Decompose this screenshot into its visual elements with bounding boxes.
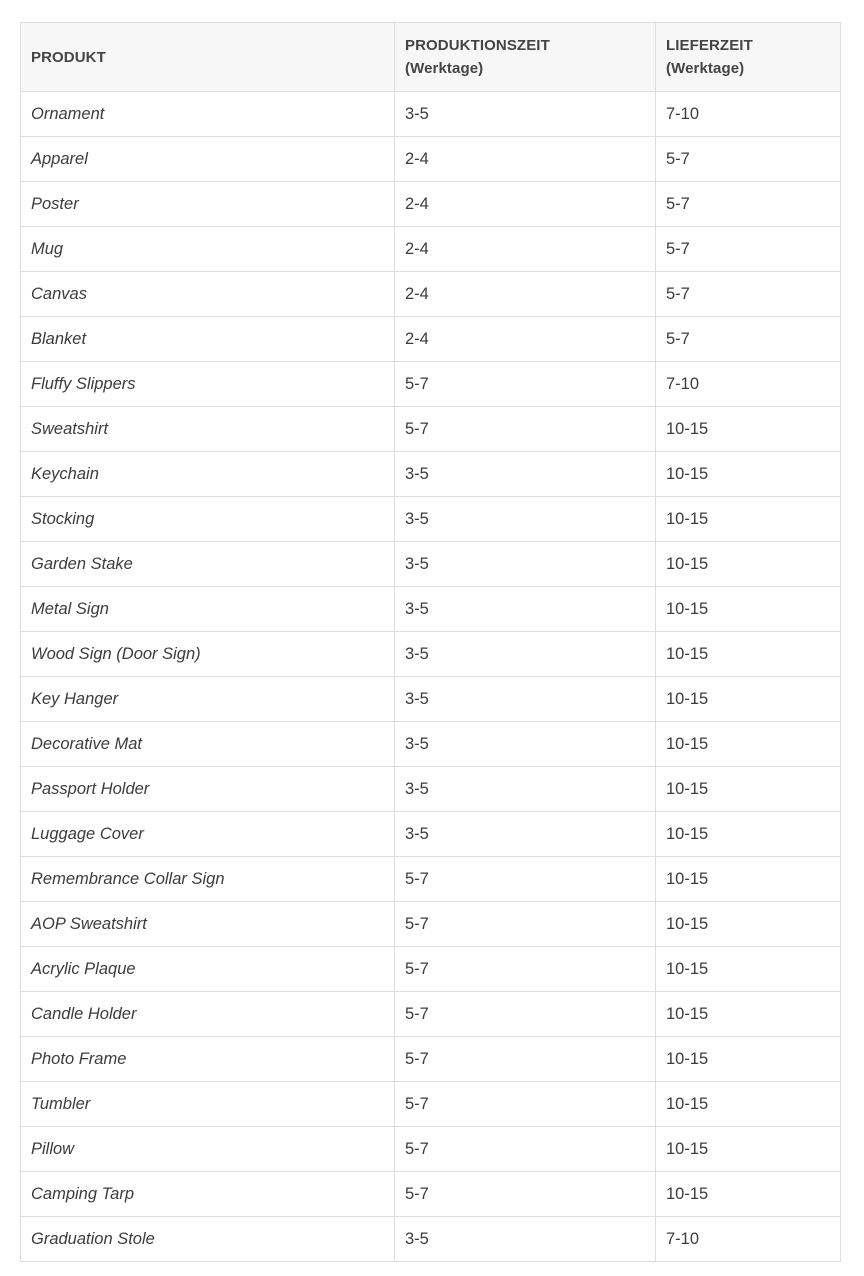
table-row [21, 1172, 841, 1217]
table-row [21, 1082, 841, 1127]
delivery-time-cell: 10-15 [656, 992, 841, 1037]
production-time-cell: 2-4 [395, 137, 656, 182]
header-delivery-unit: (Werktage) [666, 60, 745, 77]
header-production-label: PRODUKTIONSZEIT [405, 37, 550, 54]
delivery-time-cell: 10-15 [656, 587, 841, 632]
production-time-cell: 3-5 [395, 812, 656, 857]
production-time-cell: 5-7 [395, 992, 656, 1037]
delivery-time-cell: 10-15 [656, 812, 841, 857]
delivery-time-cell: 10-15 [656, 1082, 841, 1127]
production-time-cell: 2-4 [395, 272, 656, 317]
delivery-time-cell: 10-15 [656, 1172, 841, 1217]
delivery-time-cell: 7-10 [656, 362, 841, 407]
table-row [21, 857, 841, 902]
product-cell: Pillow [21, 1127, 395, 1172]
table-row [21, 632, 841, 677]
delivery-time-cell: 10-15 [656, 542, 841, 587]
delivery-time-cell: 10-15 [656, 1037, 841, 1082]
table-row [21, 497, 841, 542]
delivery-time-cell: 10-15 [656, 407, 841, 452]
production-time-cell: 3-5 [395, 632, 656, 677]
product-cell: Stocking [21, 497, 395, 542]
table-row [21, 542, 841, 587]
table-row [21, 767, 841, 812]
delivery-time-cell: 10-15 [656, 632, 841, 677]
product-cell: Graduation Stole [21, 1217, 395, 1262]
product-cell: Camping Tarp [21, 1172, 395, 1217]
production-time-cell: 5-7 [395, 407, 656, 452]
delivery-time-cell: 7-10 [656, 1217, 841, 1262]
table-body [21, 92, 841, 1262]
table-row [21, 1037, 841, 1082]
production-time-cell: 3-5 [395, 767, 656, 812]
product-cell: Fluffy Slippers [21, 362, 395, 407]
production-time-cell: 2-4 [395, 182, 656, 227]
table-row [21, 182, 841, 227]
table-row [21, 677, 841, 722]
header-row [21, 23, 841, 92]
product-cell: Candle Holder [21, 992, 395, 1037]
production-time-cell: 5-7 [395, 1127, 656, 1172]
product-cell: Blanket [21, 317, 395, 362]
product-cell: Tumbler [21, 1082, 395, 1127]
production-time-cell: 5-7 [395, 857, 656, 902]
table-row [21, 722, 841, 767]
header-production-unit: (Werktage) [405, 60, 484, 77]
product-cell: Canvas [21, 272, 395, 317]
delivery-time-cell: 5-7 [656, 272, 841, 317]
table-row [21, 992, 841, 1037]
production-time-cell: 3-5 [395, 587, 656, 632]
production-time-cell: 5-7 [395, 1172, 656, 1217]
table-row [21, 902, 841, 947]
delivery-time-cell: 10-15 [656, 497, 841, 542]
delivery-time-cell: 10-15 [656, 452, 841, 497]
table-row [21, 452, 841, 497]
table-row [21, 137, 841, 182]
header-product [21, 23, 395, 92]
production-time-table [20, 22, 841, 1262]
production-time-cell: 3-5 [395, 677, 656, 722]
product-cell: Wood Sign (Door Sign) [21, 632, 395, 677]
product-cell: Decorative Mat [21, 722, 395, 767]
production-time-cell: 5-7 [395, 1082, 656, 1127]
table-row [21, 587, 841, 632]
delivery-time-cell: 10-15 [656, 857, 841, 902]
delivery-time-cell: 5-7 [656, 182, 841, 227]
delivery-time-cell: 10-15 [656, 902, 841, 947]
product-cell: Passport Holder [21, 767, 395, 812]
header-production-time [395, 23, 656, 92]
product-cell: Poster [21, 182, 395, 227]
production-time-cell: 3-5 [395, 1217, 656, 1262]
product-cell: Luggage Cover [21, 812, 395, 857]
table-row [21, 947, 841, 992]
production-time-cell: 5-7 [395, 1037, 656, 1082]
delivery-time-cell: 10-15 [656, 722, 841, 767]
table-row [21, 1217, 841, 1262]
delivery-time-cell: 5-7 [656, 317, 841, 362]
production-time-cell: 3-5 [395, 92, 656, 137]
table-row [21, 362, 841, 407]
header-product-label: PRODUKT [31, 48, 106, 66]
table-row [21, 272, 841, 317]
production-time-cell: 3-5 [395, 722, 656, 767]
product-cell: Remembrance Collar Sign [21, 857, 395, 902]
product-cell: Keychain [21, 452, 395, 497]
production-time-cell: 2-4 [395, 227, 656, 272]
delivery-time-cell: 10-15 [656, 767, 841, 812]
product-cell: AOP Sweatshirt [21, 902, 395, 947]
product-cell: Metal Sign [21, 587, 395, 632]
production-time-cell: 3-5 [395, 497, 656, 542]
header-delivery-time [656, 23, 841, 92]
table-row [21, 227, 841, 272]
table-row [21, 407, 841, 452]
header-delivery-label: LIEFERZEIT [666, 37, 753, 54]
production-time-cell: 2-4 [395, 317, 656, 362]
product-cell: Acrylic Plaque [21, 947, 395, 992]
product-cell: Mug [21, 227, 395, 272]
production-time-cell: 3-5 [395, 452, 656, 497]
production-time-cell: 5-7 [395, 362, 656, 407]
delivery-time-cell: 5-7 [656, 227, 841, 272]
product-cell: Apparel [21, 137, 395, 182]
product-cell: Garden Stake [21, 542, 395, 587]
delivery-time-cell: 10-15 [656, 1127, 841, 1172]
production-time-cell: 3-5 [395, 542, 656, 587]
table-row [21, 317, 841, 362]
delivery-time-cell: 5-7 [656, 137, 841, 182]
product-cell: Sweatshirt [21, 407, 395, 452]
production-time-cell: 5-7 [395, 947, 656, 992]
product-cell: Ornament [21, 92, 395, 137]
delivery-time-cell: 10-15 [656, 947, 841, 992]
production-time-table-container [20, 22, 840, 1262]
table-row [21, 1127, 841, 1172]
product-cell: Photo Frame [21, 1037, 395, 1082]
table-row [21, 92, 841, 137]
table-row [21, 812, 841, 857]
product-cell: Key Hanger [21, 677, 395, 722]
delivery-time-cell: 7-10 [656, 92, 841, 137]
delivery-time-cell: 10-15 [656, 677, 841, 722]
production-time-cell: 5-7 [395, 902, 656, 947]
table-header [21, 23, 841, 92]
